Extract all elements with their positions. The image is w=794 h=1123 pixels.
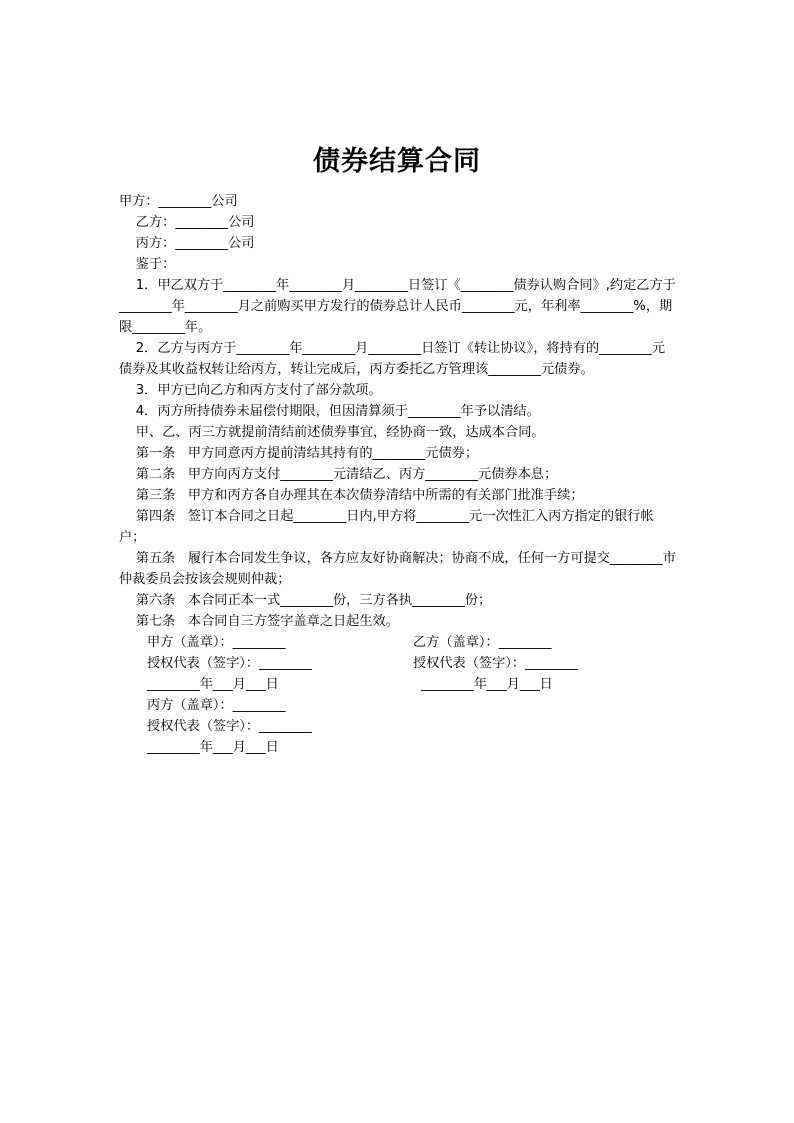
document-title: 债券结算合同 — [313, 146, 481, 178]
article-6: 第六条 本合同正本一式________份，三方各执________份； — [119, 593, 492, 608]
signature-row-c-date — [119, 737, 677, 758]
contract-body — [119, 191, 677, 758]
signature-row-c-seal — [119, 695, 677, 716]
article-7: 第七条 本合同自三方签字盖章之日起生效。 — [119, 614, 399, 629]
party-a-representative: 授权代表（签字）：________ — [147, 656, 312, 671]
agreement-statement: 甲、乙、丙三方就提前清结前述债券事宜，经协商一致，达成本合同。 — [119, 425, 545, 440]
article-5: 第五条 履行本合同发生争议，各方应友好协商解决；协商不成，任何一方可提交________市仲裁委员会按该会规则仲裁； — [119, 551, 676, 587]
party-b-line: 乙方：________公司 — [119, 215, 255, 230]
article-1: 第一条 甲方同意丙方提前清结其持有的________元债券； — [119, 446, 479, 461]
party-a-seal: 甲方（盖章）：________ — [147, 635, 286, 650]
article-3: 第三条 甲方和丙方各自办理其在本次债券清结中所需的有关部门批准手续； — [119, 488, 584, 503]
signature-row-c-rep — [119, 716, 677, 737]
article-4: 第四条 签订本合同之日起________日内,甲方将________元一次性汇入丙方指定的银行帐户； — [119, 509, 654, 545]
party-b-representative: 授权代表（签字）：________ — [413, 656, 578, 671]
article-2: 第二条 甲方向丙方支付________元清结乙、丙方________元债券本息； — [119, 467, 558, 482]
party-b-seal: 乙方（盖章）：________ — [413, 635, 552, 650]
party-c-representative: 授权代表（签字）：________ — [147, 719, 312, 734]
signature-row-seal — [119, 632, 677, 653]
recital-1: 1．甲乙双方于________年________月________日签订《________债券认购合同》,约定乙方于________年________月之前购买甲方发行的债券总计人民币________元，年利率________%，期限________年。 — [119, 278, 676, 335]
signature-row-date — [119, 674, 677, 695]
party-b-date: ________年___月___日 — [421, 677, 553, 692]
whereas-line: 鉴于： — [119, 257, 176, 272]
party-a-line: 甲方：________公司 — [119, 194, 238, 209]
party-a-date: ________年___月___日 — [147, 677, 279, 692]
party-c-date: ________年___月___日 — [147, 740, 279, 755]
recital-2: 2．乙方与丙方于________年________月________日签订《转让协议》，将持有的________元债券及其收益权转让给丙方，转让完成后，丙方委托乙方管理该________元债券。 — [119, 341, 666, 377]
party-c-line: 丙方：________公司 — [119, 236, 255, 251]
recital-3: 3．甲方已向乙方和丙方支付了部分款项。 — [119, 383, 382, 398]
party-c-seal: 丙方（盖章）：________ — [147, 698, 286, 713]
recital-4: 4．丙方所持债券未届偿付期限，但因清算须于________年予以清结。 — [119, 404, 540, 419]
signature-row-rep — [119, 653, 677, 674]
